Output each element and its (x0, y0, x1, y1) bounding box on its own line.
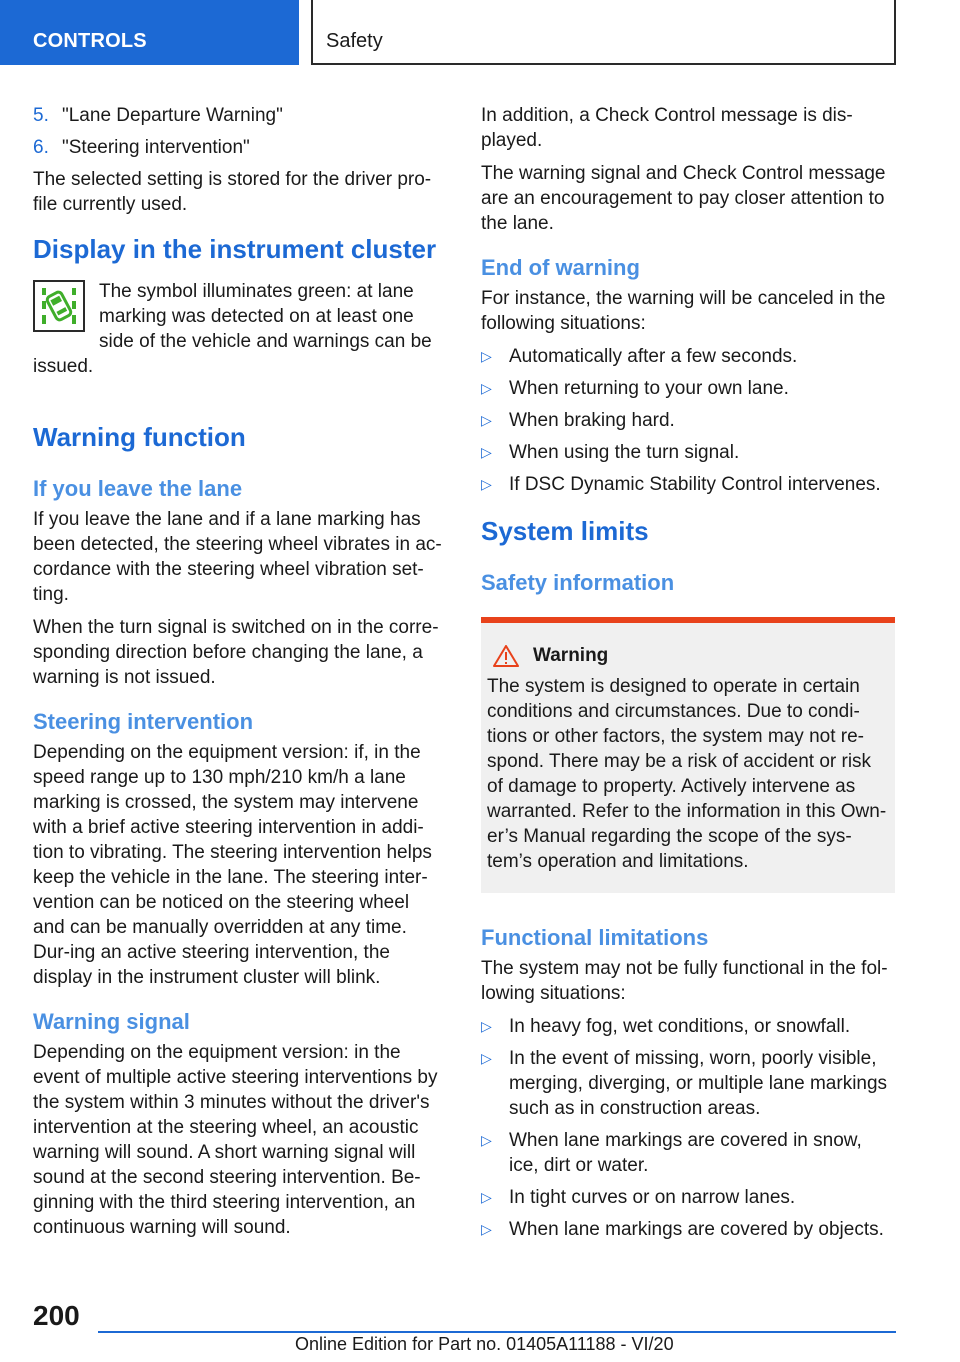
triangle-bullet-icon: ▷ (481, 1189, 492, 1205)
heading-functional-limitations: Functional limitations (481, 925, 709, 950)
list-text: If DSC Dynamic Stability Control intervenes. (509, 474, 881, 495)
section-tab-label: CONTROLS (33, 30, 147, 52)
lane-departure-green-icon (33, 280, 85, 332)
heading-safety-information: Safety information (481, 570, 675, 595)
heading-leave-lane: If you leave the lane (33, 476, 243, 501)
warning-text: The system is designed to operate in certain conditions and circumstances. Due to condi-tions or other factors, the system may not re-spond. There may be a risk of accident or risk of damage to property. Actively intervene as warranted. Refer to the information in this Own-er’s Manual regarding the scope of the sys-tem’s operation and limitations. (487, 676, 887, 872)
triangle-bullet-icon: ▷ (481, 1018, 492, 1034)
list-item (481, 376, 895, 401)
list-text: "Lane Departure Warning" (62, 105, 283, 126)
list-item (481, 1217, 895, 1242)
paragraph-stored-setting: The selected setting is stored for the driver pro-file currently used. (33, 169, 432, 215)
heading-display-instrument-cluster: Display in the instrument cluster (33, 234, 437, 264)
heading-steering-intervention: Steering intervention (33, 709, 254, 734)
list-text: When lane markings are covered by objects. (509, 1219, 884, 1240)
left-column (33, 103, 443, 1248)
list-text: When using the turn signal. (509, 442, 740, 463)
paragraph-warning-signal: Depending on the equipment version: in the event of multiple active steering interventions by the system within 3 minutes without the driver's intervention at the steering wheel, an acoustic warning will sound. A short warning signal will sound at the second steering intervention. Be-ginning with the third steering intervention, an continuous warning will sound. (33, 1042, 438, 1238)
list-item (481, 408, 895, 433)
list-item (481, 344, 895, 369)
list-item (481, 1046, 895, 1121)
list-text: In tight curves or on narrow lanes. (509, 1187, 796, 1208)
footer-edition: Online Edition for Part no. 01405A11188 - VI/20 (295, 1334, 674, 1354)
paragraph-end-of-warning: For instance, the warning will be canceled in the following situations: (481, 288, 886, 334)
list-text: In heavy fog, wet conditions, or snowfall. (509, 1016, 851, 1037)
list-item (481, 440, 895, 465)
list-number: 6. (33, 137, 49, 158)
triangle-bullet-icon: ▷ (481, 1221, 492, 1237)
warning-triangle-icon (493, 645, 519, 667)
paragraph-functional-limitations: The system may not be fully functional in the fol-lowing situations: (481, 958, 888, 1004)
list-item (33, 135, 443, 160)
triangle-bullet-icon: ▷ (481, 476, 492, 492)
heading-warning-function: Warning function (33, 422, 246, 452)
list-text: Automatically after a few seconds. (509, 346, 798, 367)
section-tab (0, 0, 299, 65)
triangle-bullet-icon: ▷ (481, 348, 492, 364)
display-block (33, 279, 443, 379)
section-header (311, 0, 896, 65)
paragraph-steering-intervention: Depending on the equipment version: if, in the speed range up to 130 mph/210 km/h a lane marking is crossed, the system may intervene with a brief active steering intervention in addi-tion to vibrating. The steering intervention helps keep the vehicle in the lane. The steering inter-vention can be noticed on the steering wheel and can be manually overridden at any time. Dur-ing an active steering intervention, the display in the instrument cluster will blink. (33, 742, 432, 988)
list-item (481, 1014, 895, 1039)
end-of-warning-list (481, 344, 895, 497)
paragraph-check-control-1: In addition, a Check Control message is dis-played. (481, 105, 853, 151)
footer-divider (98, 1331, 896, 1333)
section-title: Safety (326, 30, 383, 52)
list-item (481, 472, 895, 497)
warning-title-row (487, 643, 888, 668)
page-number: 200 (33, 1300, 80, 1331)
list-text: "Steering intervention" (62, 137, 250, 158)
list-item (481, 1185, 895, 1210)
paragraph-check-control-2: The warning signal and Check Control message are an encouragement to pay closer attention to the lane. (481, 163, 886, 234)
list-text: When lane markings are covered in snow, ice, dirt or water. (509, 1130, 862, 1176)
paragraph-leave-lane-2: When the turn signal is switched on in the corre-sponding direction before changing the lane, a warning is not issued. (33, 617, 439, 688)
heading-warning-signal: Warning signal (33, 1009, 190, 1034)
paragraph-display: The symbol illuminates green: at lane marking was detected on at least one side of the vehicle and warnings can be issued. (33, 281, 432, 377)
list-text: When braking hard. (509, 410, 675, 431)
heading-system-limits: System limits (481, 516, 649, 546)
warning-box (481, 617, 895, 893)
triangle-bullet-icon: ▷ (481, 444, 492, 460)
triangle-bullet-icon: ▷ (481, 412, 492, 428)
list-item (33, 103, 443, 128)
triangle-bullet-icon: ▷ (481, 380, 492, 396)
list-number: 5. (33, 105, 49, 126)
heading-end-of-warning: End of warning (481, 255, 640, 280)
right-column (481, 103, 895, 1249)
paragraph-leave-lane-1: If you leave the lane and if a lane marking has been detected, the steering wheel vibrates in ac-cordance with the steering wheel vibration set-ting. (33, 509, 442, 605)
functional-limitations-list (481, 1014, 895, 1242)
list-item (481, 1128, 895, 1178)
list-text: In the event of missing, worn, poorly visible, merging, diverging, or multiple lane markings such as in construction areas. (509, 1048, 888, 1119)
triangle-bullet-icon: ▷ (481, 1050, 492, 1066)
warning-title: Warning (533, 645, 609, 666)
triangle-bullet-icon: ▷ (481, 1132, 492, 1148)
list-text: When returning to your own lane. (509, 378, 789, 399)
